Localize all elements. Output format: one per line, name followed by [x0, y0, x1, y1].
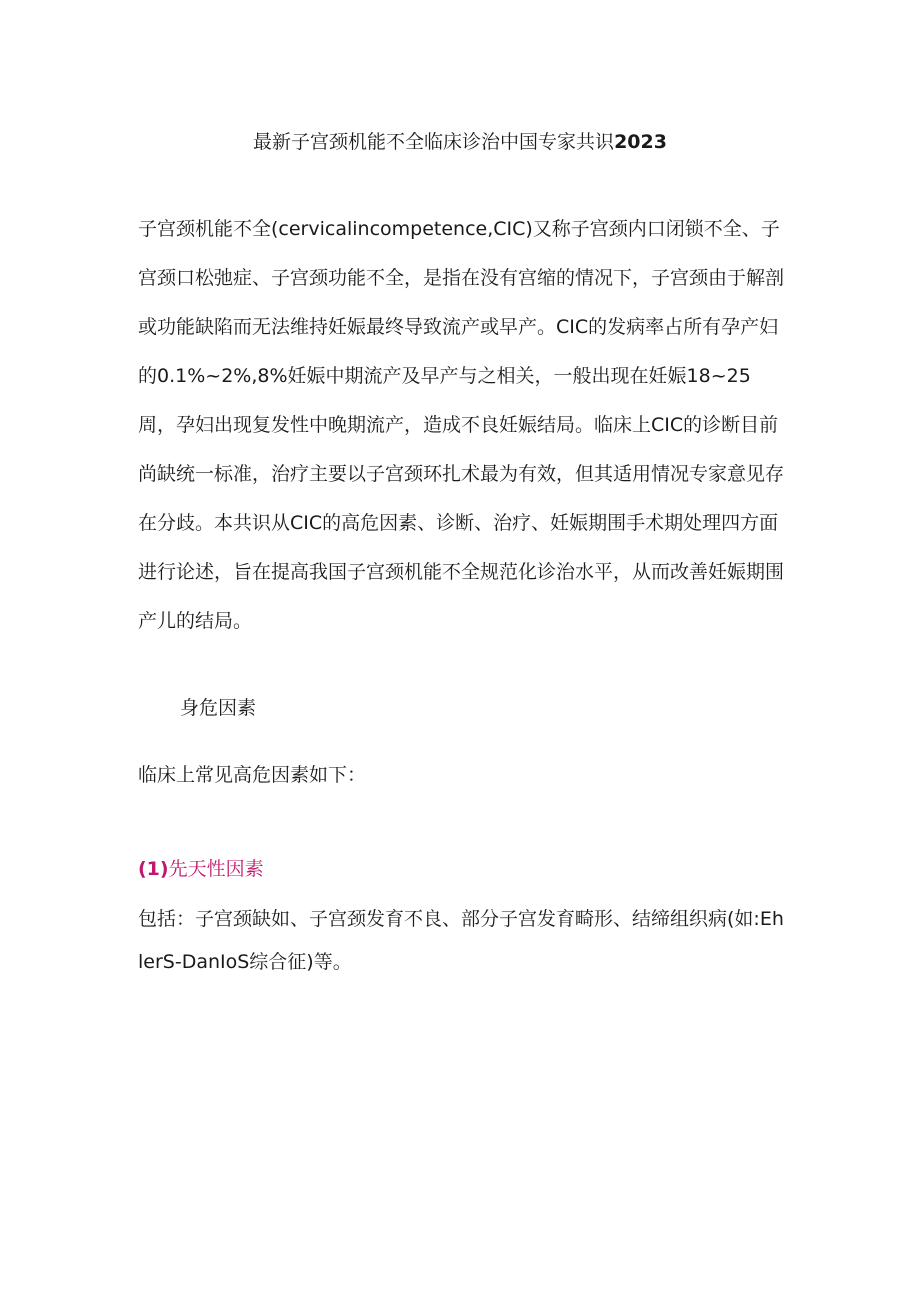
sub-heading [138, 854, 264, 884]
lead-text: 临床上常见高危因素如下： [138, 764, 367, 786]
sub-heading-number: (1) [138, 858, 169, 880]
intro-paragraph: 子宫颈机能不全(cervicalincompetence,CIC)又称子宫颈内口闭锁不全、子宫颈口松弛症、子宫颈功能不全，是指在没有宫缩的情况下，子宫颈由于解剖或功能缺陷而无法维持妊娠最终导致流产或早产。CIC的发病率占所有孕产妇的0.1%~2%,8%妊娠中期流产及早产与之相关，一般出现在妊娠18~25周，孕妇出现复发性中晚期流产，造成不良妊娠结局。临床上CIC的诊断目前尚缺统一标准，治疗主要以子宫颈环扎术最为有效，但其适用情况专家意见存在分歧。本共识从CIC的高危因素、诊断、治疗、妊娠期围手术期处理四方面进行论述，旨在提高我国子宫颈机能不全规范化诊治水平，从而改善妊娠期围产儿的结局。 [138, 218, 785, 632]
document-title [0, 128, 920, 156]
title-year: 2023 [614, 131, 667, 153]
sub-body-paragraph: 包括：子宫颈缺如、子宫颈发育不良、部分子宫发育畸形、结缔组织病(如:EhlerS-DanIoS综合征)等。 [138, 908, 784, 973]
sub-heading-text: 先天性因素 [168, 858, 264, 880]
section-heading: 身危因素 [180, 697, 257, 719]
title-main: 最新子宫颈机能不全临床诊治中国专家共识 [253, 131, 615, 153]
